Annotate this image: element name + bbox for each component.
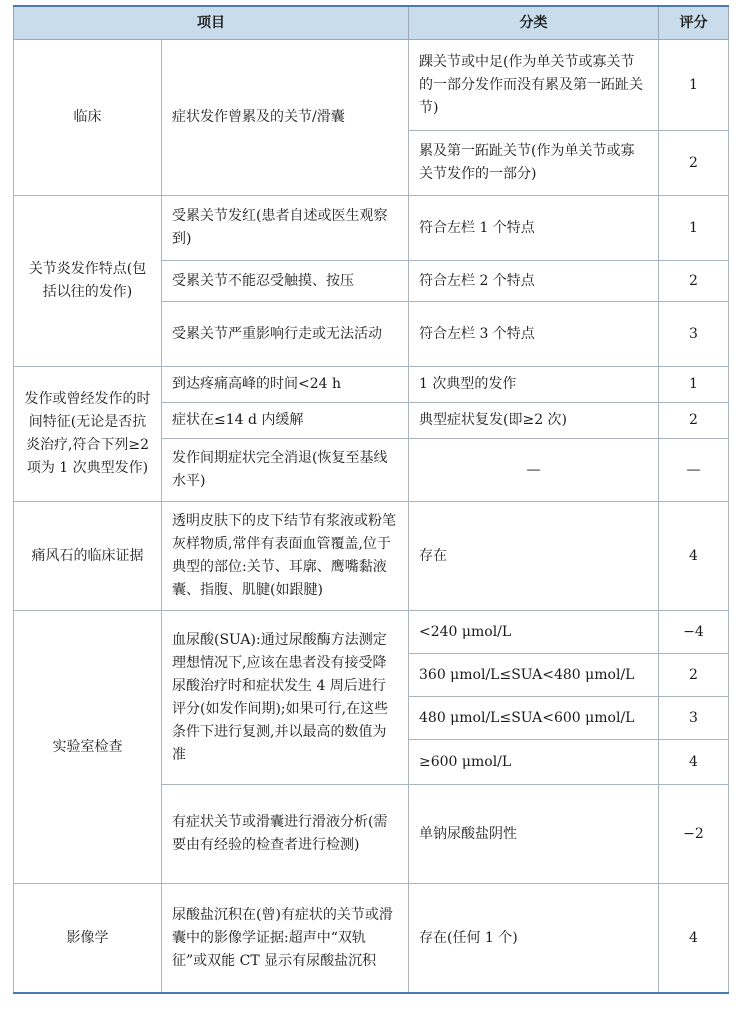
score-cell: 4 bbox=[659, 502, 729, 611]
score-cell: 4 bbox=[659, 884, 729, 994]
feature-cell: 受累关节不能忍受触摸、按压 bbox=[162, 261, 409, 302]
row-label-lab: 实验室检查 bbox=[14, 611, 162, 884]
score-cell: 4 bbox=[659, 740, 729, 785]
feature-cell: 有症状关节或滑囊进行滑液分析(需要由有经验的检查者进行检测) bbox=[162, 785, 409, 884]
category-cell: 单钠尿酸盐阴性 bbox=[409, 785, 659, 884]
table-row bbox=[14, 196, 729, 261]
table-row bbox=[14, 367, 729, 403]
row-label-imaging: 影像学 bbox=[14, 884, 162, 994]
category-cell: 360 μmol/L≤SUA<480 μmol/L bbox=[409, 654, 659, 697]
feature-cell: 透明皮肤下的皮下结节有浆液或粉笔灰样物质,常伴有表面血管覆盖,位于典型的部位:关节、耳廓、鹰嘴黏液囊、指腹、肌腱(如跟腱) bbox=[162, 502, 409, 611]
score-cell: −2 bbox=[659, 785, 729, 884]
category-cell: — bbox=[409, 439, 659, 502]
category-cell: 符合左栏 1 个特点 bbox=[409, 196, 659, 261]
header-item: 项目 bbox=[14, 6, 409, 40]
score-cell: 1 bbox=[659, 196, 729, 261]
header-score: 评分 bbox=[659, 6, 729, 40]
criteria-table-container bbox=[13, 5, 728, 994]
category-cell: 1 次典型的发作 bbox=[409, 367, 659, 403]
feature-cell: 尿酸盐沉积在(曾)有症状的关节或滑囊中的影像学证据:超声中“双轨征”或双能 CT 显示有尿酸盐沉积 bbox=[162, 884, 409, 994]
table-header-row bbox=[14, 6, 729, 40]
row-label-timing: 发作或曾经发作的时间特征(无论是否抗炎治疗,符合下列≥2 项为 1 次典型发作) bbox=[14, 367, 162, 502]
feature-cell: 受累关节发红(患者自述或医生观察到) bbox=[162, 196, 409, 261]
category-cell: 符合左栏 2 个特点 bbox=[409, 261, 659, 302]
score-cell: 2 bbox=[659, 654, 729, 697]
category-cell: ≥600 μmol/L bbox=[409, 740, 659, 785]
category-cell: 符合左栏 3 个特点 bbox=[409, 302, 659, 367]
row-label-arthritis: 关节炎发作特点(包括以往的发作) bbox=[14, 196, 162, 367]
row-label-clinical: 临床 bbox=[14, 40, 162, 196]
table-row bbox=[14, 502, 729, 611]
feature-cell: 症状发作曾累及的关节/滑囊 bbox=[162, 40, 409, 196]
feature-cell: 发作间期症状完全消退(恢复至基线水平) bbox=[162, 439, 409, 502]
row-label-tophus: 痛风石的临床证据 bbox=[14, 502, 162, 611]
category-cell: 存在(任何 1 个) bbox=[409, 884, 659, 994]
category-cell: 踝关节或中足(作为单关节或寡关节的一部分发作而没有累及第一跖趾关节) bbox=[409, 40, 659, 131]
category-cell: 480 μmol/L≤SUA<600 μmol/L bbox=[409, 697, 659, 740]
score-cell: 1 bbox=[659, 367, 729, 403]
score-cell: — bbox=[659, 439, 729, 502]
category-cell: 典型症状复发(即≥2 次) bbox=[409, 403, 659, 439]
score-cell: 3 bbox=[659, 697, 729, 740]
score-cell: 2 bbox=[659, 403, 729, 439]
feature-cell: 到达疼痛高峰的时间<24 h bbox=[162, 367, 409, 403]
score-cell: 2 bbox=[659, 261, 729, 302]
score-cell: 3 bbox=[659, 302, 729, 367]
table-row bbox=[14, 884, 729, 994]
score-cell: 1 bbox=[659, 40, 729, 131]
score-cell: 2 bbox=[659, 131, 729, 196]
gout-criteria-table bbox=[13, 5, 729, 994]
table-row bbox=[14, 611, 729, 654]
score-cell: −4 bbox=[659, 611, 729, 654]
category-cell: 存在 bbox=[409, 502, 659, 611]
category-cell: 累及第一跖趾关节(作为单关节或寡关节发作的一部分) bbox=[409, 131, 659, 196]
table-row bbox=[14, 40, 729, 131]
category-cell: <240 μmol/L bbox=[409, 611, 659, 654]
feature-cell: 受累关节严重影响行走或无法活动 bbox=[162, 302, 409, 367]
feature-cell: 血尿酸(SUA):通过尿酸酶方法测定 理想情况下,应该在患者没有接受降尿酸治疗时和症状发生 4 周后进行评分(如发作间期);如果可行,在这些条件下进行复测,并以最高的数值为准 bbox=[162, 611, 409, 785]
feature-cell: 症状在≤14 d 内缓解 bbox=[162, 403, 409, 439]
header-category: 分类 bbox=[409, 6, 659, 40]
